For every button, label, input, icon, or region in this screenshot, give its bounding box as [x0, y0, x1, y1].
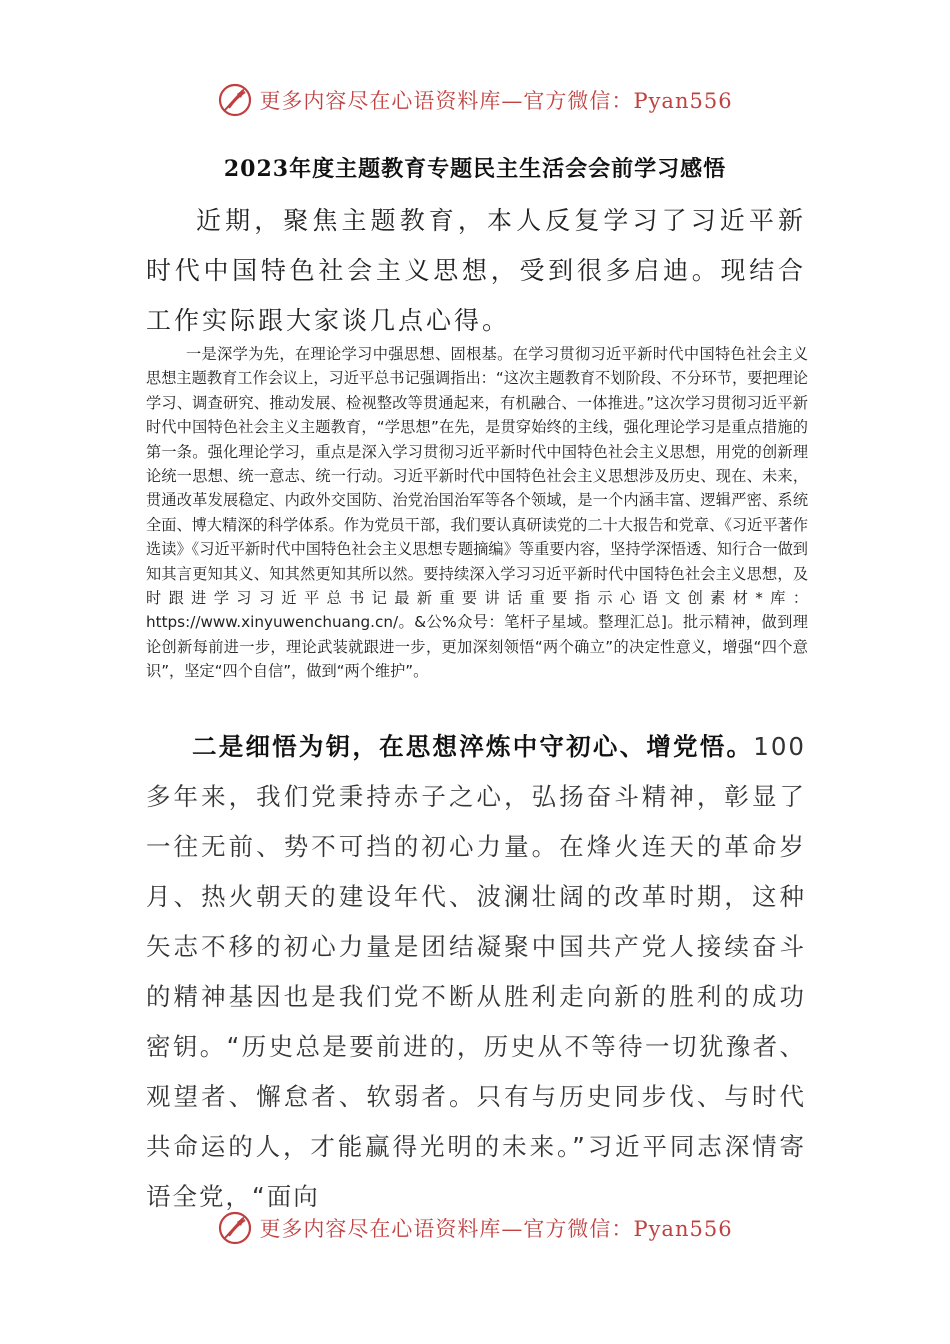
document-title: 2023年度主题教育专题民主生活会会前学习感悟: [223, 156, 727, 182]
footer-banner: [0, 1208, 950, 1248]
header-banner-text: 更多内容尽在心语资料库—官方微信：Pyan556: [259, 89, 733, 113]
header-wechat-id: Pyan556: [633, 89, 733, 113]
footer-wechat-id: Pyan556: [633, 1217, 733, 1241]
quill-logo-icon: [217, 82, 253, 118]
section-2-heading: 二是细悟为钥，在思想淬炼中守初心、增党悟。: [192, 732, 754, 761]
section-2-paragraph: [146, 722, 806, 1222]
quill-logo-icon: [217, 1210, 253, 1246]
section-1-paragraph: 一是深学为先，在理论学习中强思想、固根基。在学习贯彻习近平新时代中国特色社会主义思想主题教育工作会议上，习近平总书记强调指出：“这次主题教育不划阶段、不分环节，要把理论学习、调查研究、推动发展、检视整改等贯通起来，有机融合、一体推进。”这次学习贯彻习近平新时代中国特色社会主义主题教育，“学思想”在先，是贯穿始终的主线，强化理论学习是重点措施的第一条。强化理论学习，重点是深入学习贯彻习近平新时代中国特色社会主义思想，用党的创新理论统一思想、统一意志、统一行动。习近平新时代中国特色社会主义思想涉及历史、现在、未来，贯通改革发展稳定、内政外交国防、治党治国治军等各个领域，是一个内涵丰富、逻辑严密、系统全面、博大精深的科学体系。作为党员干部，我们要认真研读党的二十大报告和党章、《习近平著作选读》《习近平新时代中国特色社会主义思想专题摘编》等重要内容，坚持学深悟透、知行合一做到知其言更知其义、知其然更知其所以然。要持续深入学习习近平新时代中国特色社会主义思想，及时跟进学习习近平总书记最新重要讲话重要指示心语文创素材*库：https://www.xinyuwenchuang.cn/。&公%众号：笔杆子星域。整理汇总]。批示精神，做到理论创新每前进一步，理论武装就跟进一步，更加深刻领悟“两个确立”的决定性意义，增强“四个意识”，坚定“四个自信”，做到“两个维护”。: [146, 345, 808, 681]
footer-banner-text: 更多内容尽在心语资料库—官方微信：Pyan556: [259, 1217, 733, 1241]
section-2-body: 100多年来，我们党秉持赤子之心，弘扬奋斗精神，彰显了一往无前、势不可挡的初心力量。在烽火连天的革命岁月、热火朝天的建设年代、波澜壮阔的改革时期，这种矢志不移的初心力量是团结凝聚中国共产党人接续奋斗的精神基因也是我们党不断从胜利走向新的胜利的成功密钥。“历史总是要前进的，历史从不等待一切犹豫者、观望者、懈怠者、软弱者。只有与历史同步伐、与时代共命运的人，才能赢得光明的未来。”习近平同志深情寄语全党，“面向: [146, 732, 806, 1211]
header-banner: [0, 80, 950, 120]
intro-paragraph: 近期，聚焦主题教育，本人反复学习了习近平新时代中国特色社会主义思想，受到很多启迪。现结合工作实际跟大家谈几点心得。: [146, 206, 806, 335]
